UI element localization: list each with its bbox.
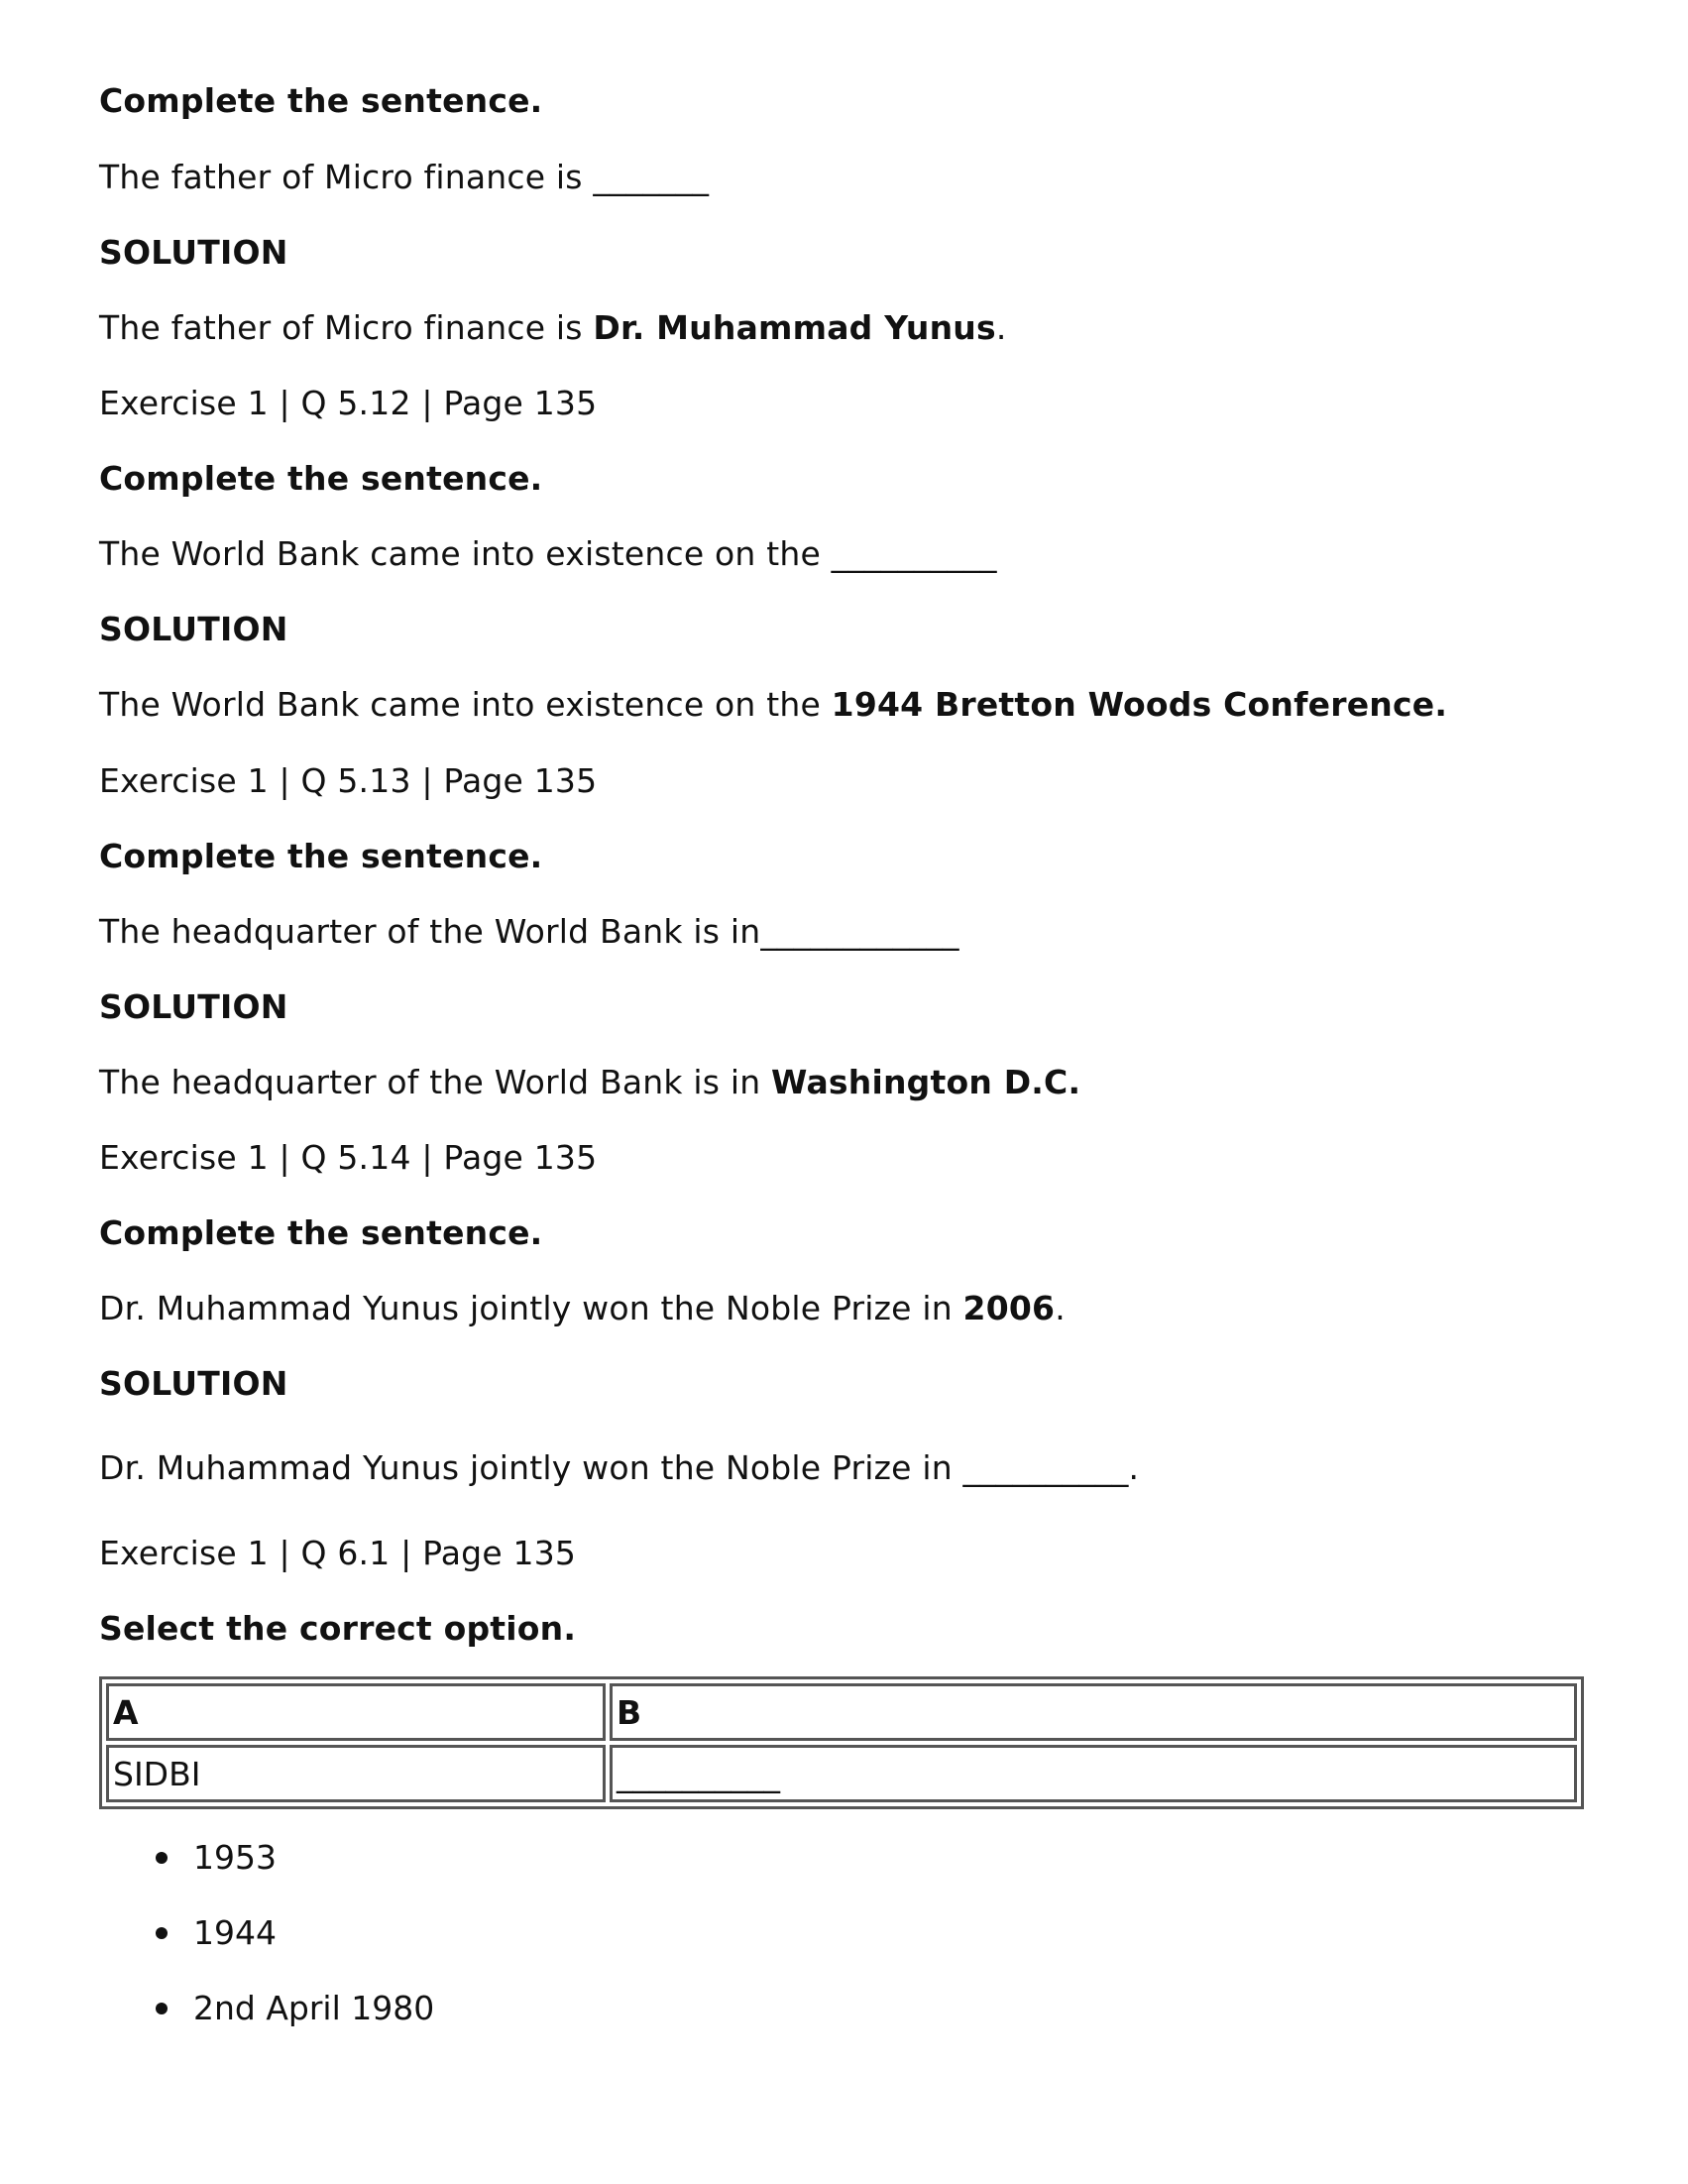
solution-text bbox=[99, 683, 1447, 727]
list-item bbox=[99, 1836, 434, 1911]
table-cell: SIDBI bbox=[106, 1745, 606, 1802]
question-heading: Complete the sentence. bbox=[99, 81, 543, 120]
answer-suffix: . bbox=[995, 308, 1007, 347]
question-suffix: . bbox=[1055, 1289, 1066, 1327]
question-heading: Complete the sentence. bbox=[99, 459, 543, 498]
question-heading: Complete the sentence. bbox=[99, 837, 543, 875]
solution-text: Dr. Muhammad Yunus jointly won the Noble Prize in __________. bbox=[99, 1448, 1140, 1487]
option-text: 1944 bbox=[193, 1913, 277, 1952]
table-row bbox=[106, 1745, 1577, 1802]
table-header-a: A bbox=[106, 1683, 606, 1741]
exercise-reference: Exercise 1 | Q 5.13 | Page 135 bbox=[99, 761, 598, 800]
table-header-row bbox=[106, 1683, 1577, 1741]
question-text bbox=[99, 1287, 1066, 1330]
match-table bbox=[99, 1676, 1584, 1809]
question-heading: Complete the sentence. bbox=[99, 1213, 543, 1252]
answer-highlight: 1944 Bretton Woods Conference. bbox=[831, 685, 1448, 724]
exercise-reference: Exercise 1 | Q 5.14 | Page 135 bbox=[99, 1138, 598, 1177]
bullet-icon bbox=[156, 1852, 168, 1864]
question-text: The World Bank came into existence on the __________ bbox=[99, 534, 997, 573]
solution-label: SOLUTION bbox=[99, 1364, 288, 1403]
solution-label: SOLUTION bbox=[99, 987, 288, 1026]
list-item bbox=[99, 1911, 434, 1987]
bullet-icon bbox=[156, 1927, 168, 1939]
solution-label: SOLUTION bbox=[99, 233, 288, 272]
options-list bbox=[99, 1836, 434, 2062]
solution-label: SOLUTION bbox=[99, 610, 288, 648]
solution-text bbox=[99, 1061, 1080, 1104]
option-text: 1953 bbox=[193, 1838, 277, 1877]
bullet-icon bbox=[156, 2003, 168, 2014]
exercise-reference: Exercise 1 | Q 6.1 | Page 135 bbox=[99, 1534, 577, 1572]
question-text: The father of Micro finance is _______ bbox=[99, 158, 710, 196]
table-header-b: B bbox=[610, 1683, 1577, 1741]
question-highlight: 2006 bbox=[962, 1289, 1056, 1327]
table-cell-blank: __________ bbox=[610, 1745, 1577, 1802]
answer-prefix: The headquarter of the World Bank is in bbox=[99, 1063, 772, 1101]
answer-highlight: Washington D.C. bbox=[771, 1063, 1081, 1101]
question-heading: Select the correct option. bbox=[99, 1609, 577, 1648]
exercise-reference: Exercise 1 | Q 5.12 | Page 135 bbox=[99, 384, 598, 422]
solution-text bbox=[99, 306, 1007, 350]
answer-prefix: The World Bank came into existence on the bbox=[99, 685, 832, 724]
question-text: The headquarter of the World Bank is in____________ bbox=[99, 912, 959, 951]
answer-highlight: Dr. Muhammad Yunus bbox=[593, 308, 996, 347]
list-item bbox=[99, 1987, 434, 2062]
answer-prefix: The father of Micro finance is bbox=[99, 308, 594, 347]
question-prefix: Dr. Muhammad Yunus jointly won the Noble Prize in bbox=[99, 1289, 963, 1327]
option-text: 2nd April 1980 bbox=[193, 1989, 435, 2027]
